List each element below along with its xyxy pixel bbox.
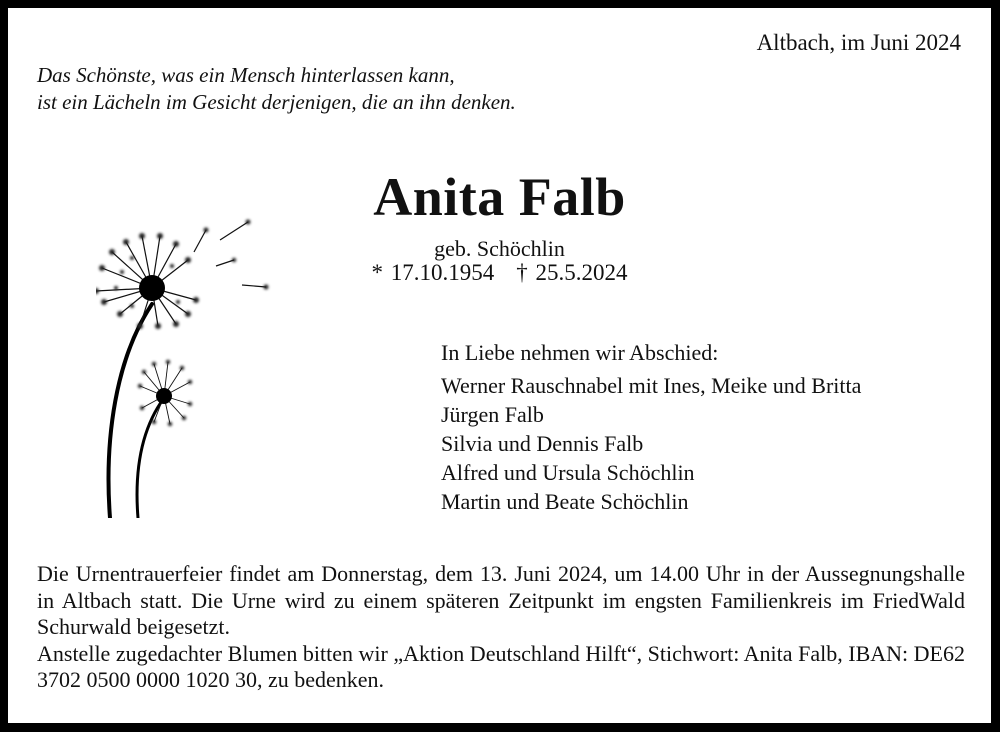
mourner-name: Silvia und Dennis Falb [441, 431, 644, 456]
mourner-name: Jürgen Falb [441, 402, 544, 427]
ceremony-details: Die Urnentrauerfeier findet am Donnerstag, dem 13. Juni 2024, um 14.00 Uhr in der Aussegnungshalle in Altbach statt. Die Urne wird zu einem späteren Zeitpunkt im engsten Familienkreis im FriedWald Schurwald beigesetzt. [37, 561, 965, 639]
mourner-name: Martin und Beate Schöchlin [441, 489, 689, 514]
memorial-quote [37, 62, 516, 116]
donation-request: Anstelle zugedachter Blumen bitten wir „Aktion Deutschland Hilft“, Stichwort: Anita Falb, IBAN: DE62 3702 0500 0000 1020 30, zu bedenken. [37, 640, 965, 692]
mourners-block [441, 338, 861, 516]
birth-date: * 17.10.1954 [371, 260, 495, 285]
mourner-name: Alfred und Ursula Schöchlin [441, 460, 695, 485]
dandelion-icon [96, 208, 286, 518]
birth-name: geb. Schöchlin [434, 236, 565, 261]
mourner-name: Werner Rauschnabel mit Ines, Meike und Britta [441, 373, 862, 398]
quote-line: Das Schönste, was ein Mensch hinterlassen kann, [37, 63, 455, 87]
obituary-notice [8, 8, 991, 723]
funeral-notice [37, 561, 965, 694]
place-and-date: Altbach, im Juni 2024 [756, 30, 961, 55]
mourners-intro: In Liebe nehmen wir Abschied: [441, 340, 719, 365]
quote-line: ist ein Lächeln im Gesicht derjenigen, die an ihn denken. [37, 90, 516, 114]
death-date: † 25.5.2024 [516, 260, 628, 285]
deceased-name: Anita Falb [373, 167, 626, 227]
